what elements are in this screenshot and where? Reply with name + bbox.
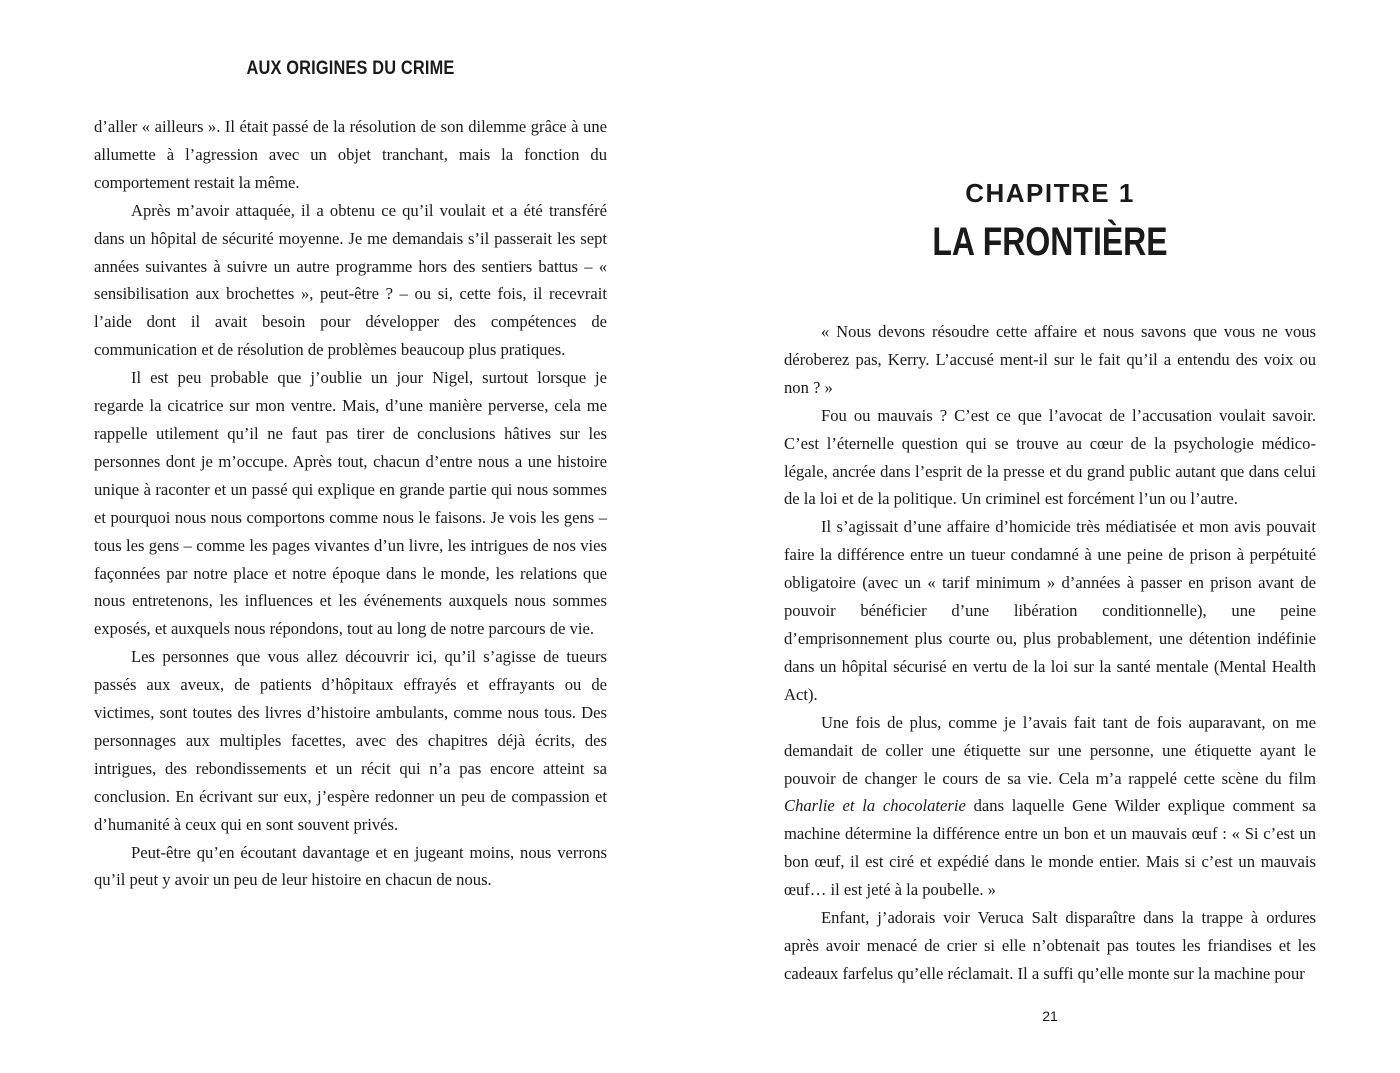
chapter-number: CHAPITRE 1 — [965, 178, 1135, 208]
right-page — [700, 0, 1400, 1073]
right-body-text — [784, 318, 1316, 988]
paragraph-text: Une fois de plus, comme je l’avais fait tant de fois auparavant, on me demandait de coller une étiquette sur une personne, une étiquette ayant le pouvoir de changer le cours de sa vie. Cela m’a rappelé cette scène du film — [784, 712, 1316, 788]
paragraph: Il s’agissait d’une affaire d’homicide très médiatisée et mon avis pouvait faire la différence entre un tueur condamné à une peine de prison à perpétuité obligatoire (avec un « tarif minimum » d’années à passer en prison avant de pouvoir bénéficier d’une libération conditionnelle), une peine d’emprisonnement plus courte ou, plus probablement, une détention indéfinie dans un hôpital sécurisé en vertu de la loi sur la santé mentale (Mental Health Act). — [784, 517, 1316, 704]
paragraph: Après m’avoir attaquée, il a obtenu ce qu’il voulait et a été transféré dans un hôpital de sécurité moyenne. Je me demandais s’il passerait les sept années suivantes à suivre un autre programme hors des sentiers battus – « sensibilisation aux brochettes », peut-être ? – ou si, cette fois, il recevrait l’aide dont il avait besoin pour développer des compétences de communication et de résolution de problèmes beaucoup plus pratiques. — [94, 200, 607, 360]
chapter-title: LA FRONTIÈRE — [932, 220, 1168, 264]
paragraph-text: dans laquelle Gene Wilder explique comment sa machine détermine la différence entre un bon et un mauvais œuf : « Si c’est un bon œuf, il est ciré et expédié dans le monde entier. Mais si c’est un mauvais œuf… il est jeté à la poubelle. » — [784, 796, 1316, 900]
film-title: Charlie et la chocolaterie — [784, 796, 966, 816]
running-head: AUX ORIGINES DU CRIME — [246, 58, 455, 79]
paragraph: Fou ou mauvais ? C’est ce que l’avocat de l’accusation voulait savoir. C’est l’éternelle question qui se trouve au cœur de la psychologie médico-légale, ancrée dans l’esprit de la presse et du grand public autant que dans celui de la loi et de la politique. Un criminel est forcément l’un ou l’autre. — [784, 405, 1316, 509]
left-body-text — [94, 113, 607, 894]
paragraph: Peut-être qu’en écoutant davantage et en jugeant moins, nous verrons qu’il peut y avoir un peu de leur histoire en chacun de nous. — [94, 842, 607, 890]
paragraph: d’aller « ailleurs ». Il était passé de la résolution de son dilemme grâce à une allumette à l’agression avec un objet tranchant, mais la fonction du comportement restait la même. — [94, 117, 607, 192]
paragraph: Il est peu probable que j’oublie un jour Nigel, surtout lorsque je regarde la cicatrice sur mon ventre. Mais, d’une manière perverse, cela me rappelle utilement qu’il ne faut pas tirer de conclusions hâtives sur les personnes dont je m’occupe. Après tout, chacun d’entre nous a une histoire unique à raconter et un passé qui explique en grande partie qui nous sommes et pourquoi nous nous comportons comme nous le faisons. Je vois les gens – tous les gens – comme les pages vivantes d’un livre, les intrigues de nos vies façonnées par notre place et notre époque dans le monde, les relations que nous entretenons, les influences et les événements auxquels nous sommes exposés, et auxquels nous répondons, tout au long de notre parcours de vie. — [94, 368, 607, 639]
paragraph: Enfant, j’adorais voir Veruca Salt disparaître dans la trappe à ordures après avoir menacé de crier si elle n’obtenait pas toutes les friandises et les cadeaux farfelus qu’elle réclamait. Il a suffi qu’elle monte sur la machine pour — [784, 908, 1316, 983]
paragraph — [784, 709, 1316, 904]
paragraph: Les personnes que vous allez découvrir ici, qu’il s’agisse de tueurs passés aux aveux, de patients d’hôpitaux effrayés et effrayants ou de victimes, sont toutes des livres d’histoire ambulants, comme nous tous. Des personnages aux multiples facettes, avec des chapitres déjà écrits, des intrigues, des rebondissements et un récit qui n’a pas encore atteint sa conclusion. En écrivant sur eux, j’espère redonner un peu de compassion et d’humanité à ceux qui en sont souvent privés. — [94, 647, 607, 834]
paragraph: « Nous devons résoudre cette affaire et nous savons que vous ne vous déroberez pas, Kerry. L’accusé ment-il sur le fait qu’il a entendu des voix ou non ? » — [784, 322, 1316, 397]
page-number: 21 — [1042, 1008, 1058, 1024]
